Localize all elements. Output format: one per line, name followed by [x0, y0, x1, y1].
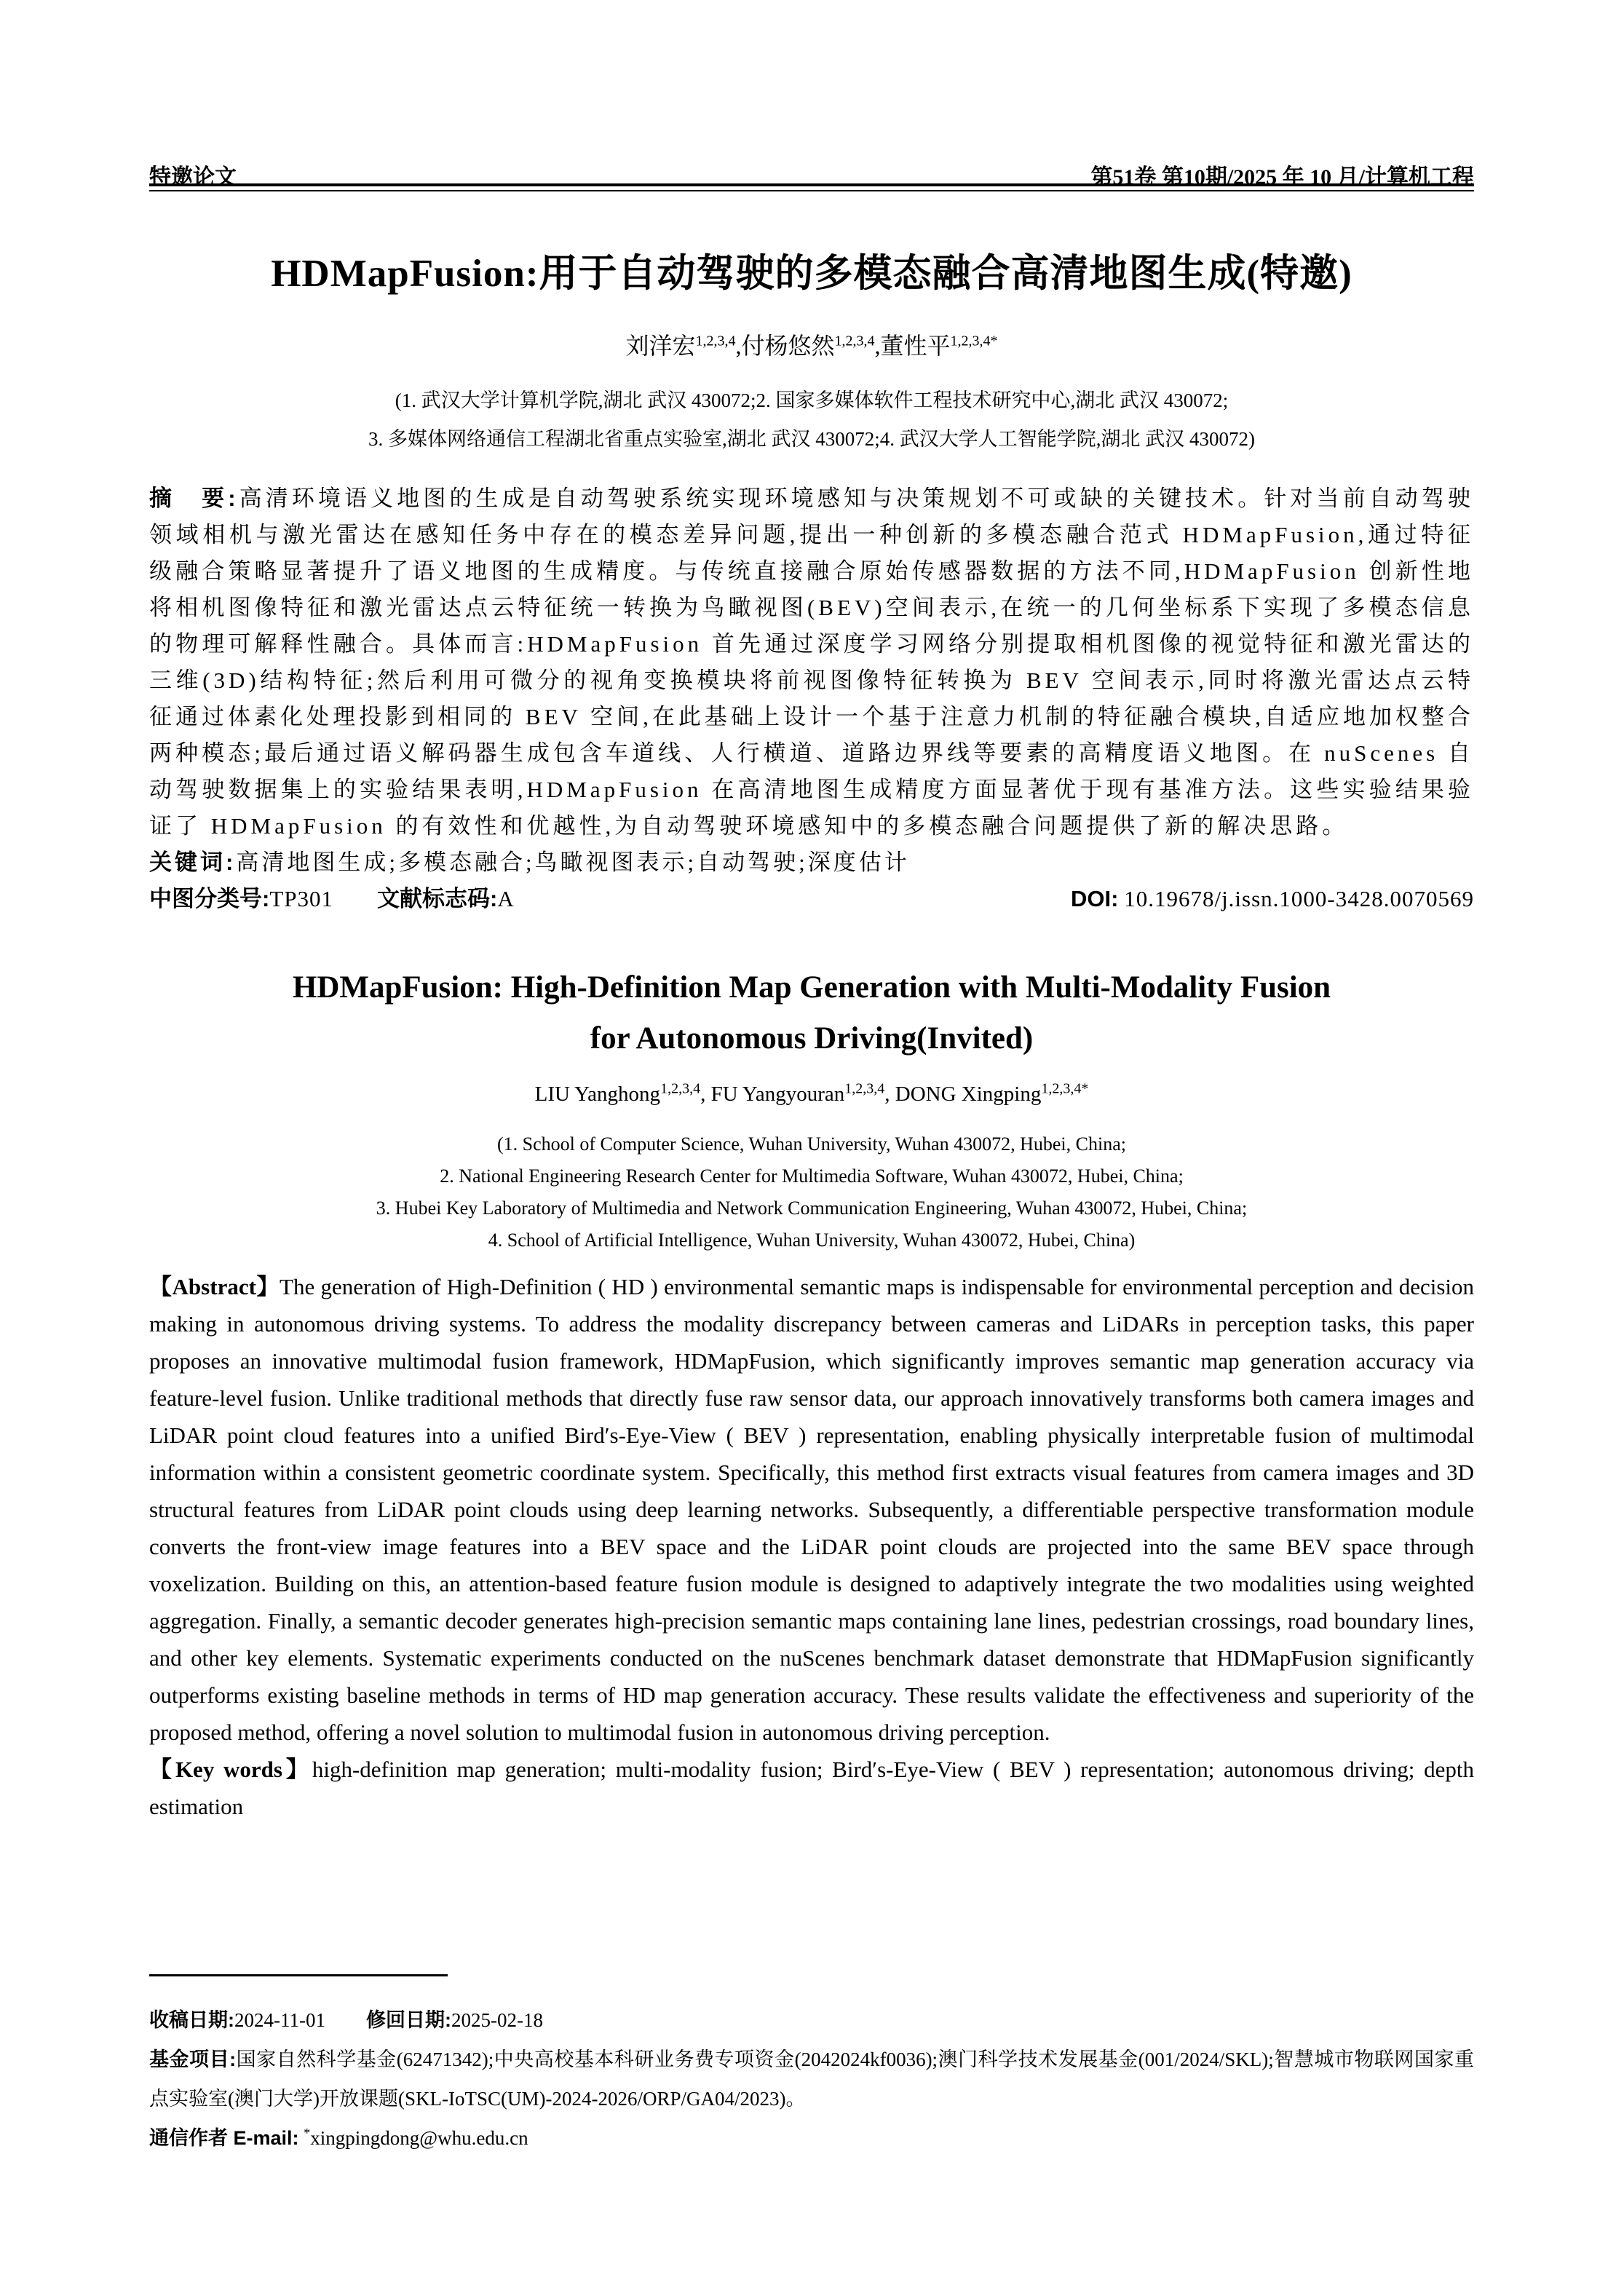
abstract-text-en: The generation of High-Definition ( HD ) environmental semantic maps is indispensable for environmental perception and decision making in autonomous driving systems. To address the modality discrepancy between cameras and LiDARs in perception tasks, this paper proposes an innovative multimodal fusion framework, HDMapFusion, which significantly improves semantic map generation accuracy via feature-level fusion. Unlike traditional methods that directly fuse raw sensor data, our approach innovatively transforms both camera images and LiDAR point cloud features into a unified Bird′s-Eye-View ( BEV ) representation, enabling physically interpretable fusion of multimodal information within a consistent geometric coordinate system. Specifically, this method first extracts visual features from camera images and 3D structural features from LiDAR point clouds using deep learning networks. Subsequently, a differentiable perspective transformation module converts the front-view image features into a BEV space and the LiDAR point clouds are projected into the same BEV space through voxelization. Building on this, an attention-based feature fusion module is designed to adaptively integrate the two modalities using weighted aggregation. Finally, a semantic decoder generates high-precision semantic maps containing lane lines, pedestrian crossings, road boundary lines, and other key elements. Systematic experiments conducted on the nuScenes benchmark dataset demonstrate that HDMapFusion significantly outperforms existing baseline methods in terms of HD map generation accuracy. These results validate the effectiveness and superiority of the proposed method, offering a novel solution to multimodal fusion in autonomous driving perception. — [149, 1274, 1474, 1745]
affiliation-line-en: 4. School of Artificial Intelligence, Wuhan University, Wuhan 430072, Hubei, China) — [488, 1230, 1136, 1251]
revised-label: 修回日期: — [365, 2009, 451, 2031]
affiliation-line-en: 2. National Engineering Research Center for Multimedia Software, Wuhan 430072, Hubei, China; — [440, 1165, 1184, 1187]
chinese-abstract — [149, 480, 1474, 844]
english-authors — [149, 1079, 1474, 1109]
funding-text: 国家自然科学基金(62471342);中央高校基本科研业务费专项资金(2042024kf0036);澳门科学技术发展基金(001/2024/SKL);智慧城市物联网国家重点实验室(澳门大学)开放课题(SKL-IoTSC(UM)-2024-2026/ORP/GA04/2023)。 — [149, 2048, 1474, 2110]
author-superscript: 1,2,3,4 — [660, 1080, 701, 1097]
author-name: 刘洋宏 — [625, 333, 696, 359]
doi-value: 10.19678/j.issn.1000-3428.0070569 — [1124, 886, 1474, 911]
english-affiliations — [149, 1128, 1474, 1256]
received-value: 2024-11-01 — [234, 2009, 325, 2031]
author-name: 付杨悠然 — [741, 333, 835, 359]
funding-label: 基金项目: — [149, 2048, 237, 2070]
affiliation-line: 3. 多媒体网络通信工程湖北省重点实验室,湖北 武汉 430072;4. 武汉大学人工智能学院,湖北 武汉 430072) — [368, 428, 1255, 450]
classification-line — [149, 881, 1474, 917]
main-content — [149, 0, 1474, 1825]
classification-left-group — [149, 881, 515, 917]
doi-group — [1071, 881, 1474, 917]
author-separator: , — [735, 333, 742, 359]
email-label: 通信作者 E-mail: — [149, 2127, 299, 2149]
chinese-affiliations — [149, 381, 1474, 459]
affiliation-line: (1. 武汉大学计算机学院,湖北 武汉 430072;2. 国家多媒体软件工程技术研究中心,湖北 武汉 430072; — [395, 389, 1229, 411]
keywords-label-en: 【Key words】 — [149, 1757, 312, 1782]
header-journal-info: 第51卷 第10期/2025 年 10 月/计算机工程 — [1090, 165, 1474, 189]
english-title-line-2: for Autonomous Driving(Invited) — [590, 1021, 1034, 1056]
author-separator: , — [874, 333, 881, 359]
english-title — [149, 962, 1474, 1064]
affiliation-line-en: (1. School of Computer Science, Wuhan University, Wuhan 430072, Hubei, China; — [497, 1133, 1126, 1155]
affiliation-line-en: 3. Hubei Key Laboratory of Multimedia and Network Communication Engineering, Wuhan 430072, Hubei, China; — [376, 1198, 1248, 1219]
author-superscript: 1,2,3,4* — [950, 333, 998, 349]
received-label: 收稿日期: — [149, 2009, 234, 2031]
email-line — [149, 2118, 1474, 2158]
author-separator: , — [700, 1082, 711, 1106]
author-separator: , — [884, 1082, 895, 1106]
abstract-label-en: 【Abstract】 — [149, 1274, 280, 1299]
email-superscript: * — [304, 2126, 311, 2140]
header-section-label: 特邀论文 — [149, 165, 237, 189]
author-name-en: FU Yangyouran — [710, 1082, 845, 1106]
author-name-en: DONG Xingping — [895, 1082, 1042, 1106]
keywords-label-cn: 关键词: — [149, 850, 237, 875]
keywords-text-en: high-definition map generation; multi-modality fusion; Bird′s-Eye-View ( BEV ) representation; autonomous driving; depth estimation — [149, 1757, 1474, 1819]
funding-line — [149, 2040, 1474, 2118]
footnote-divider — [149, 1974, 448, 1976]
doi-label: DOI: — [1071, 886, 1119, 911]
keywords-text-cn: 高清地图生成;多模态融合;鸟瞰视图表示;自动驾驶;深度估计 — [236, 850, 910, 875]
abstract-label-cn: 摘 要: — [149, 486, 239, 511]
doc-code-label: 文献标志码: — [377, 886, 498, 911]
chinese-keywords — [149, 844, 1474, 881]
english-keywords — [149, 1751, 1474, 1825]
revised-value: 2025-02-18 — [451, 2009, 543, 2031]
received-date-line — [149, 2000, 1474, 2040]
abstract-text-cn: 高清环境语义地图的生成是自动驾驶系统实现环境感知与决策规划不可或缺的关键技术。针对当前自动驾驶领域相机与激光雷达在感知任务中存在的模态差异问题,提出一种创新的多模态融合范式 HDMapFusion,通过特征级融合策略显著提升了语义地图的生成精度。与传统直接融合原始传感器数据的方法不同,HDMapFusion 创新性地将相机图像特征和激光雷达点云特征统一转换为鸟瞰视图(BEV)空间表示,在统一的几何坐标系下实现了多模态信息的物理可解释性融合。具体而言:HDMapFusion 首先通过深度学习网络分别提取相机图像的视觉特征和激光雷达的三维(3D)结构特征;然后利用可微分的视角变换模块将前视图像特征转换为 BEV 空间表示,同时将激光雷达点云特征通过体素化处理投影到相同的 BEV 空间,在此基础上设计一个基于注意力机制的特征融合模块,自适应地加权整合两种模态;最后通过语义解码器生成包含车道线、人行横道、道路边界线等要素的高精度语义地图。在 nuScenes 自动驾驶数据集上的实验结果表明,HDMapFusion 在高清地图生成精度方面显著优于现有基准方法。这些实验结果验证了 HDMapFusion 的有效性和优越性,为自动驾驶环境感知中的多模态融合问题提供了新的解决思路。 — [149, 486, 1474, 839]
author-superscript: 1,2,3,4 — [844, 1080, 885, 1097]
clc-value: TP301 — [269, 886, 334, 911]
chinese-title: HDMapFusion:用于自动驾驶的多模态融合高清地图生成(特邀) — [271, 253, 1352, 295]
footnotes — [149, 2000, 1474, 2158]
english-title-line-1: HDMapFusion: High-Definition Map Generation with Multi-Modality Fusion — [292, 970, 1331, 1005]
author-superscript: 1,2,3,4 — [695, 333, 736, 349]
author-superscript: 1,2,3,4 — [834, 333, 875, 349]
clc-label: 中图分类号: — [149, 886, 270, 911]
author-name-en: LIU Yanghong — [534, 1082, 661, 1106]
author-superscript: 1,2,3,4* — [1041, 1080, 1089, 1097]
doc-code-value: A — [497, 886, 515, 911]
chinese-authors — [149, 329, 1474, 363]
email-value: xingpingdong@whu.edu.cn — [310, 2127, 528, 2149]
author-name: 董性平 — [880, 333, 951, 359]
english-abstract — [149, 1268, 1474, 1751]
